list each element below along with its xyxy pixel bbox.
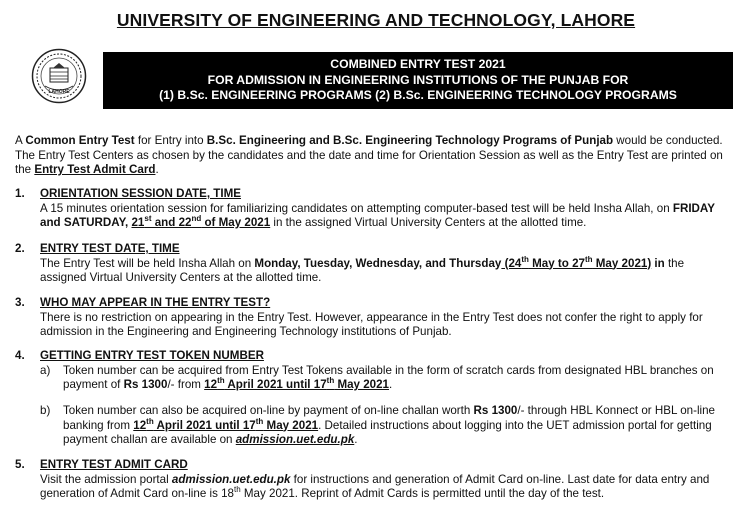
body-bold: in	[651, 256, 665, 270]
body-text: .	[354, 433, 358, 446]
body-text: May 2021. Reprint of Admit Cards is permitted until the day of the test.	[240, 487, 605, 500]
body-bold: Monday, Tuesday, Wednesday, and Thursday	[254, 256, 502, 270]
body-text: . Detailed instructions about logging into the UET admission portal for getting payment challan are available on	[63, 418, 712, 446]
sub-text	[63, 404, 727, 448]
intro-text: .	[155, 163, 159, 176]
date-suffix: st	[144, 214, 152, 224]
date-text: 12	[133, 418, 147, 432]
date-text: May 2021	[334, 378, 390, 391]
body-text: The Entry Test will be held Insha Allah on	[40, 256, 255, 270]
body-text: Token number can also be acquired on-line by payment of on-line challan worth	[63, 404, 474, 417]
date-text: 12	[204, 378, 218, 391]
date-text: May 2021	[263, 418, 319, 432]
date-text: May to 27	[528, 256, 585, 270]
section-title: GETTING ENTRY TEST TOKEN NUMBER	[40, 349, 264, 362]
banner-line-3: (1) B.Sc. ENGINEERING PROGRAMS (2) B.Sc. ENGINEERING TECHNOLOGY PROGRAMS	[159, 88, 677, 102]
body-text: /- through HBL Konnect or HBL on-line banking from	[63, 404, 716, 432]
logo-text: LAHORE	[48, 89, 70, 95]
intro-admit-card-link: Entry Test Admit Card	[34, 163, 156, 176]
sub-label: b)	[40, 404, 51, 417]
date-suffix: th	[326, 376, 335, 386]
body-text: A 15 minutes orientation session for familiarizing candidates on attempting computer-based test will be held Insha Allah, on	[40, 201, 673, 215]
date-text: 21	[131, 216, 145, 229]
body-bold: Rs 1300	[123, 378, 168, 391]
section-number: 3.	[15, 296, 25, 309]
section-body	[40, 202, 727, 231]
date-suffix: th	[584, 254, 593, 264]
date-text: (24	[501, 256, 522, 270]
intro-paragraph	[15, 134, 727, 178]
intro-text: would be conducted. The Entry Test Centers as chosen by the candidates and the date and time for Orientation Session as well as the Entry Test are printed on the	[15, 134, 723, 176]
intro-bold: B.Sc. Engineering and B.Sc. Engineering Technology Programs of Punjab	[206, 134, 614, 147]
page-title: UNIVERSITY OF ENGINEERING AND TECHNOLOGY, LAHORE	[116, 10, 636, 30]
section-title: ENTRY TEST DATE, TIME	[40, 242, 180, 255]
body-bold: Rs 1300	[473, 404, 518, 417]
uet-seal-icon	[31, 48, 87, 104]
body-text: /- from	[167, 378, 205, 391]
body-text: Token number can be acquired from Entry Test Tokens available in the form of scratch cards from designated HBL branches on payment of	[63, 363, 714, 391]
section-number: 2.	[15, 242, 25, 255]
banner-line-2: FOR ADMISSION IN ENGINEERING INSTITUTIONS OF THE PUNJAB FOR	[207, 72, 629, 87]
body-text: Visit the admission portal	[40, 472, 172, 486]
admission-portal-link[interactable]: admission.uet.edu.pk	[235, 433, 355, 446]
body-text: for instructions and generation of Admit Card on-line. Last date for data entry and generation of Admit Card on-line is 18	[40, 472, 710, 500]
section-title: ENTRY TEST ADMIT CARD	[40, 458, 188, 471]
section-title: WHO MAY APPEAR IN THE ENTRY TEST?	[40, 296, 271, 309]
body-text: in the assigned Virtual University Centers at the allotted time.	[270, 216, 587, 229]
sub-text	[63, 364, 727, 393]
date-suffix: nd	[191, 214, 202, 224]
date-suffix: th	[146, 416, 154, 426]
date-text: May 2021)	[592, 256, 652, 270]
section-body	[40, 473, 727, 502]
intro-bold: Common Entry Test	[25, 134, 135, 147]
section-body: There is no restriction on appearing in the Entry Test. However, appearance in the Entry Test does not confer the right to apply for admission in the Engineering and Engineering Technology institutions of Punjab.	[40, 310, 703, 338]
banner-line-1: COMBINED ENTRY TEST 2021	[330, 57, 506, 71]
sub-label: a)	[40, 363, 51, 377]
banner	[103, 52, 733, 109]
date-text: April 2021 until 17	[153, 418, 256, 432]
body-text: the assigned Virtual University Centers at the allotted time.	[40, 256, 685, 284]
section-number: 4.	[15, 349, 25, 362]
body-text: .	[389, 378, 393, 391]
intro-text: A	[15, 134, 26, 147]
date-suffix: th	[255, 416, 264, 426]
section-title: ORIENTATION SESSION DATE, TIME	[40, 187, 241, 200]
date-suffix: th	[521, 254, 529, 264]
section-body	[40, 254, 727, 286]
admission-portal-link[interactable]: admission.uet.edu.pk	[171, 472, 291, 486]
body-bold: FRIDAY and SATURDAY,	[40, 201, 715, 229]
section-number: 1.	[15, 187, 25, 200]
date-text: and 22	[151, 216, 192, 229]
date-suffix: th	[234, 485, 241, 495]
date-text: April 2021 until 17	[224, 378, 327, 391]
intro-text: for Entry into	[134, 134, 207, 147]
section-number: 5.	[15, 458, 25, 471]
date-text: of May 2021	[201, 216, 271, 229]
date-suffix: th	[217, 376, 225, 386]
